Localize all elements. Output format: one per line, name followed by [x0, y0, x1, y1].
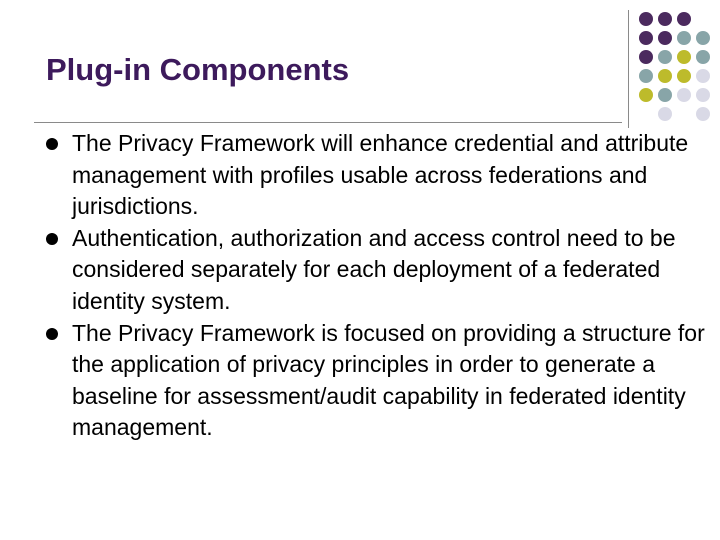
decorative-dot — [639, 50, 653, 64]
bullet-icon — [46, 138, 58, 150]
corner-divider — [628, 10, 629, 128]
decorative-dot — [677, 50, 691, 64]
bullet-text: The Privacy Framework will enhance credential and attribute management with profiles usable across federations and jurisdictions. — [72, 130, 689, 220]
title-divider — [34, 122, 622, 123]
decorative-dot — [677, 31, 691, 45]
decorative-dot — [658, 31, 672, 45]
decorative-dot — [639, 69, 653, 83]
decorative-dot — [677, 12, 691, 26]
decorative-dot — [696, 31, 710, 45]
decorative-dot — [639, 88, 653, 102]
bullet-icon — [46, 233, 58, 245]
decorative-dot — [696, 50, 710, 64]
bullet-list — [46, 128, 706, 444]
decorative-dot — [677, 88, 691, 102]
decorative-dot — [658, 88, 672, 102]
decorative-dot — [658, 50, 672, 64]
decorative-dot — [658, 12, 672, 26]
decorative-dot — [639, 12, 653, 26]
bullet-icon — [46, 328, 58, 340]
decorative-dot — [639, 31, 653, 45]
slide-title: Plug-in Components — [46, 52, 350, 87]
decorative-dot — [677, 69, 691, 83]
bullet-item — [46, 128, 706, 223]
decorative-dot — [696, 107, 710, 121]
decorative-dot — [658, 69, 672, 83]
bullet-text: Authentication, authorization and access control need to be considered separately for each deployment of a federated identity system. — [72, 224, 676, 314]
decorative-dot — [696, 88, 710, 102]
bullet-item — [46, 318, 706, 444]
decorative-dot — [658, 107, 672, 121]
bullet-text: The Privacy Framework is focused on providing a structure for the application of privacy principles in order to generate a baseline for assessment/audit capability in federated identity management. — [72, 319, 705, 441]
bullet-item — [46, 223, 706, 318]
decorative-dot-grid — [639, 12, 719, 112]
decorative-dot — [696, 69, 710, 83]
